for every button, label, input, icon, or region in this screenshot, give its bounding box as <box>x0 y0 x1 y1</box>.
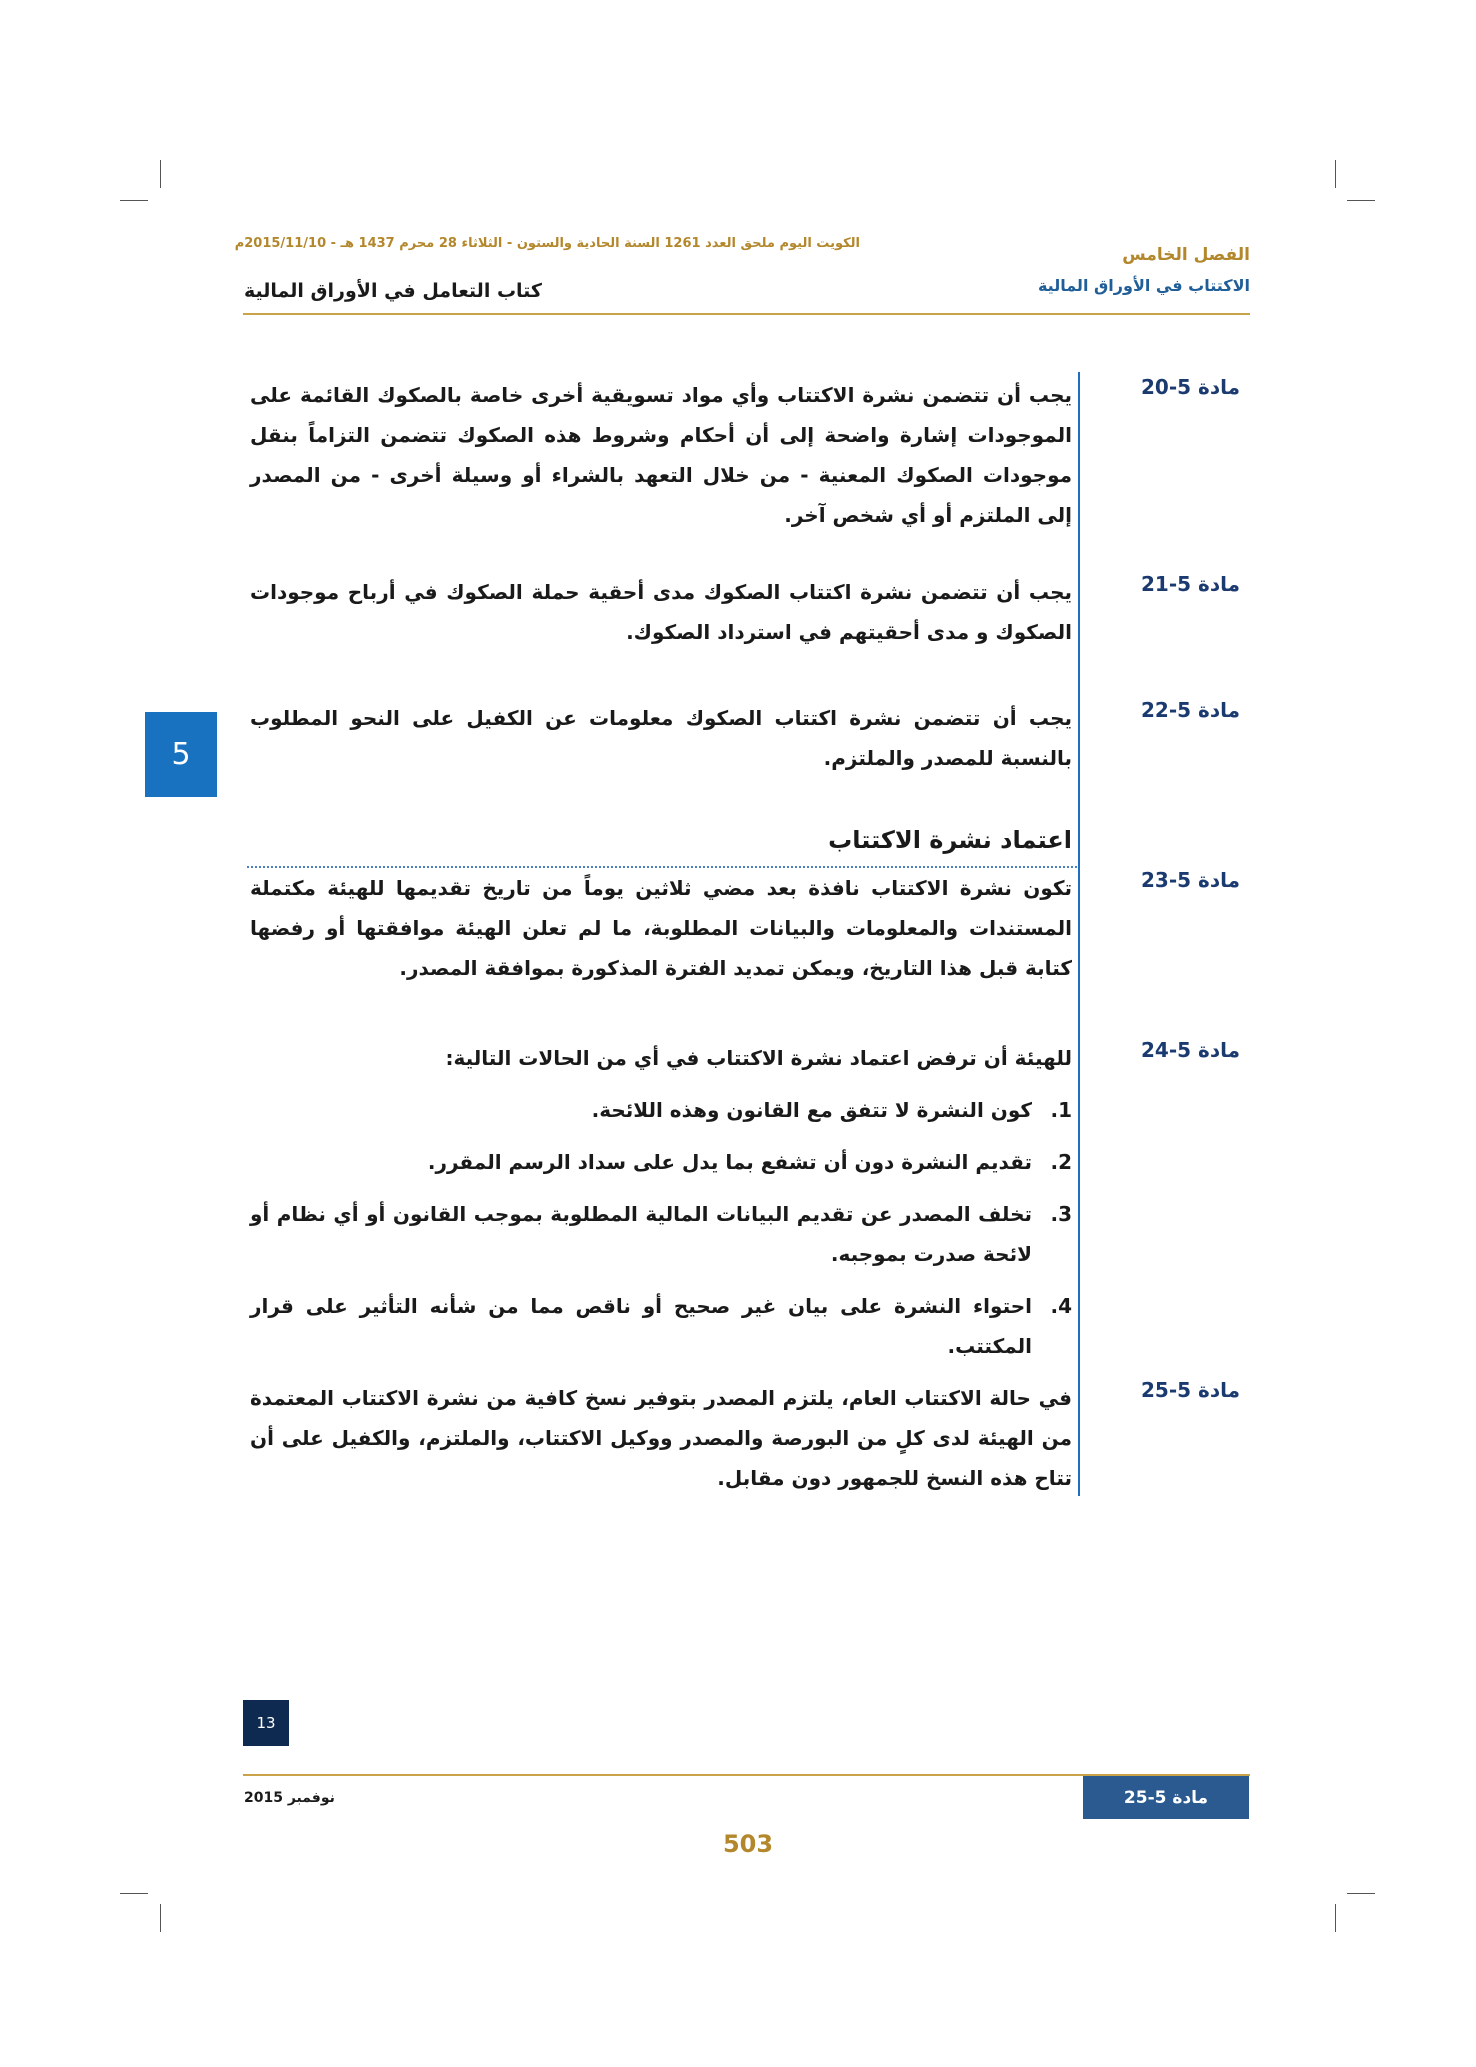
crop-mark <box>160 160 161 188</box>
header-divider <box>243 313 1250 315</box>
article-label: مادة 5-23 <box>1140 868 1240 892</box>
article-5-25 <box>250 1378 1240 1498</box>
list-item <box>250 1194 1072 1274</box>
list-text: احتواء النشرة على بيان غير صحيح أو ناقص مما من شأنه التأثير على قرار المكتتب. <box>250 1294 1032 1358</box>
article-5-22 <box>250 698 1240 778</box>
chapter-tab: 5 <box>145 712 217 797</box>
gazette-line: الكويت اليوم ملحق العدد 1261 السنة الحادية والستون - الثلاثاء 28 محرم 1437 هـ - 2015/11/10م <box>234 236 860 251</box>
article-text: تكون نشرة الاكتتاب نافذة بعد مضي ثلاثين يوماً من تاريخ تقديمها للهيئة مكتملة المستندات والمعلومات والبيانات المطلوبة، ما لم تعلن الهيئة موافقتها أو رفضها كتابة قبل هذا التاريخ، ويمكن تمديد الفترة المذكورة بموافقة المصدر. <box>250 876 1072 980</box>
chapter-label: الفصل الخامس <box>1122 245 1250 265</box>
crop-mark <box>1335 1904 1336 1932</box>
crop-mark <box>120 1893 148 1894</box>
article-label: مادة 5-25 <box>1140 1378 1240 1402</box>
article-text: يجب أن تتضمن نشرة الاكتتاب وأي مواد تسويقية أخرى خاصة بالصكوك القائمة على الموجودات إشارة واضحة إلى أن أحكام وشروط هذه الصكوك تتضمن التزاماً بنقل موجودات الصكوك المعنية - من خلال التعهد بالشراء أو وسيلة أخرى - من المصدر إلى الملتزم أو أي شخص آخر. <box>250 383 1072 527</box>
list-item <box>250 1286 1072 1366</box>
crop-mark <box>160 1904 161 1932</box>
list-text: تقديم النشرة دون أن تشفع بما يدل على سداد الرسم المقرر. <box>427 1150 1032 1174</box>
conditions-list <box>250 1090 1072 1366</box>
list-item <box>250 1142 1072 1182</box>
list-number: 4. <box>1050 1294 1072 1318</box>
list-text: تخلف المصدر عن تقديم البيانات المالية المطلوبة بموجب القانون أو أي نظام أو لائحة صدرت بموجبه. <box>250 1202 1032 1266</box>
list-text: كون النشرة لا تتفق مع القانون وهذه اللائحة. <box>591 1098 1032 1122</box>
list-number: 3. <box>1050 1202 1072 1226</box>
crop-mark <box>1347 1893 1375 1894</box>
article-5-21 <box>250 572 1240 652</box>
article-label: مادة 5-20 <box>1140 375 1240 399</box>
article-5-20 <box>250 375 1240 535</box>
chapter-title: الاكتتاب في الأوراق المالية <box>1037 276 1250 295</box>
crop-mark <box>1347 200 1375 201</box>
article-text: يجب أن تتضمن نشرة اكتتاب الصكوك مدى أحقية حملة الصكوك في أرباح موجودات الصكوك و مدى أحقيتهم في استرداد الصكوك. <box>250 580 1072 644</box>
list-item <box>250 1090 1072 1130</box>
crop-mark <box>1335 160 1336 188</box>
article-label: مادة 5-24 <box>1140 1038 1240 1062</box>
footer-date: نوفمبر 2015 <box>244 1790 335 1806</box>
article-text: يجب أن تتضمن نشرة اكتتاب الصكوك معلومات عن الكفيل على النحو المطلوب بالنسبة للمصدر والملتزم. <box>250 706 1072 770</box>
article-5-23 <box>250 868 1240 988</box>
article-text <box>250 1038 1072 1366</box>
article-intro: للهيئة أن ترفض اعتماد نشرة الاكتتاب في أي من الحالات التالية: <box>445 1046 1072 1070</box>
article-5-24 <box>250 1038 1240 1378</box>
footer-article-range: مادة 5-25 <box>1083 1776 1249 1819</box>
page-number-box: 13 <box>243 1700 289 1746</box>
list-number: 2. <box>1050 1150 1072 1174</box>
article-label: مادة 5-22 <box>1140 698 1240 722</box>
book-title: كتاب التعامل في الأوراق المالية <box>244 280 542 302</box>
page-number: 503 <box>722 1830 774 1858</box>
list-number: 1. <box>1050 1098 1072 1122</box>
crop-mark <box>120 200 148 201</box>
section-title: اعتماد نشرة الاكتتاب <box>828 826 1072 854</box>
article-label: مادة 5-21 <box>1140 572 1240 596</box>
article-text: في حالة الاكتتاب العام، يلتزم المصدر بتوفير نسخ كافية من نشرة الاكتتاب المعتمدة من الهيئة لدى كلٍ من البورصة والمصدر ووكيل الاكتتاب، والملتزم، والكفيل على أن تتاح هذه النسخ للجمهور دون مقابل. <box>250 1386 1072 1490</box>
